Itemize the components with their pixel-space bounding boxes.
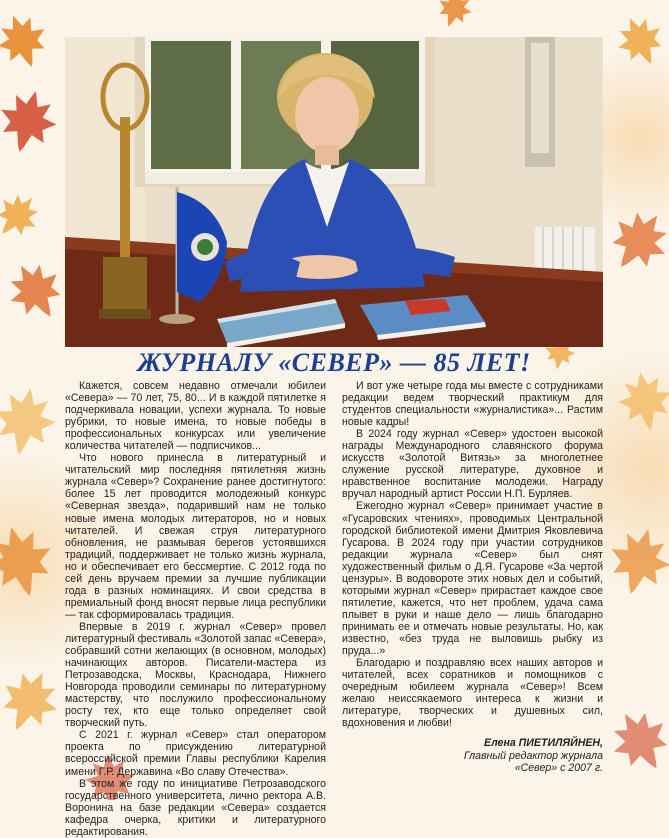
autumn-leaf-icon xyxy=(0,661,69,742)
autumn-leaf-icon xyxy=(432,0,477,32)
author-name: Елена ПИЕТИЛЯЙНЕН, xyxy=(484,737,603,749)
article-paragraph: В 2024 году журнал «Север» удостоен высокой награды Международного славянского форума искусств «Золотой Витязь» за многолетнее служение русской литературе, духовное и нравственное воспитание молодежи. Награду вручал народный артист России Н.П. Бурляев. xyxy=(342,428,603,501)
autumn-leaf-icon xyxy=(0,185,48,247)
autumn-leaf-icon xyxy=(0,252,73,330)
author-title: Главный редактор журнала xyxy=(463,749,603,762)
article-column-right xyxy=(342,380,603,729)
article-column-left xyxy=(65,380,326,838)
page-title: ЖУРНАЛУ «СЕВЕР» — 85 ЛЕТ! xyxy=(137,348,531,377)
article-paragraph: И вот уже четыре года мы вместе с сотрудниками редакции ведем творческий практикум для студентов специальности «журналистика»... Растим новые кадры! xyxy=(342,380,603,429)
author-tenure: «Север» с 2007 г. xyxy=(514,762,603,774)
article-paragraph: Ежегодно журнал «Север» принимает участие в «Гусаровских чтениях», проводимых Центральной городской библиотекой имени Дмитрия Яковлевича Гусарова. В 2024 году при участии сотрудников редакции журнала «Север» был снят художественный фильм о Д.Я. Гусарове «За чертой цензуры». В водовороте этих новых дел и событий, которыми журнал «Север» прирастает каждое свое пятилетие, кажется, что нет проблем, удача сама плывет в руки и наше дело — лишь благодарно принимать ее и отмечать новые результаты. Но, как известно, «без труда не выловишь рыбку из пруда...» xyxy=(342,500,603,658)
article-paragraph: Благодарю и поздравляю всех наших авторов и читателей, всех соратников и помощников с очередным юбилеем журнала «Север»! Всем желаю неиссякаемого интереса к жизни и литературе, творческих и душевных сил, вдохновения и любви! xyxy=(342,657,603,730)
autumn-leaf-icon xyxy=(0,383,60,460)
autumn-leaf-icon xyxy=(600,700,669,783)
article-paragraph: С 2021 г. журнал «Север» стал оператором проекта по присуждению литературной всероссийской премии Главы республики Карелия имени Г.Р. Державина «Во славу Отечества». xyxy=(65,729,326,778)
article-paragraph: В этом же году по инициативе Петрозаводского государственного университета, лично ректора А.В. Воронина на базе редакции «Севера» создается кафедра очерка, критики и литературного редактирования. xyxy=(65,777,326,838)
autumn-leaf-icon xyxy=(0,7,55,75)
article-paragraph: Кажется, совсем недавно отмечали юбилеи «Севера» — 70 лет, 75, 80... И в каждой пятилетке я подчеркивала новации, успехи журнала. То новые рубрики, то новые имена, то новые победы в профессиональных конкурсах или увеличение количества читателей — подписчиков... xyxy=(65,380,326,453)
author-signature xyxy=(430,737,603,775)
article-paragraph: Что нового принесла в литературный и читательский мир последняя пятилетняя жизнь журнала «Север»? Сохранение ранее достигнутого: более 15 лет проводится молодежный конкурс «Северная звезда», подаривший нам не только новые имена молодых литераторов, но и новых читателей. И свежая струя литературного обновления, не размывая берегов устоявшихся традиций, поддерживает не только жизнь журнала, но и обеспечивает его бессмертие. С 2012 года по сей день вручаем премии за лучшие публикации года в разных номинациях. И свои средства в премиальный фонд вносят первые лица республики — так сформировалась традиция. xyxy=(65,452,326,621)
article-paragraph: Впервые в 2019 г. журнал «Север» провел литературный фестиваль «Золотой запас «Севера», собравший сотни желающих (в основном, молодых) начинающих авторов. Писатели-мастера из Петрозаводска, Москвы, Краснодара, Нижнего Новгорода проводили семинары по литературному мастерству, что послужило профессиональному росту тех, кто еще только определяет свой творческий путь. xyxy=(65,620,326,730)
editor-photo xyxy=(65,37,603,347)
autumn-leaf-icon xyxy=(0,84,63,160)
